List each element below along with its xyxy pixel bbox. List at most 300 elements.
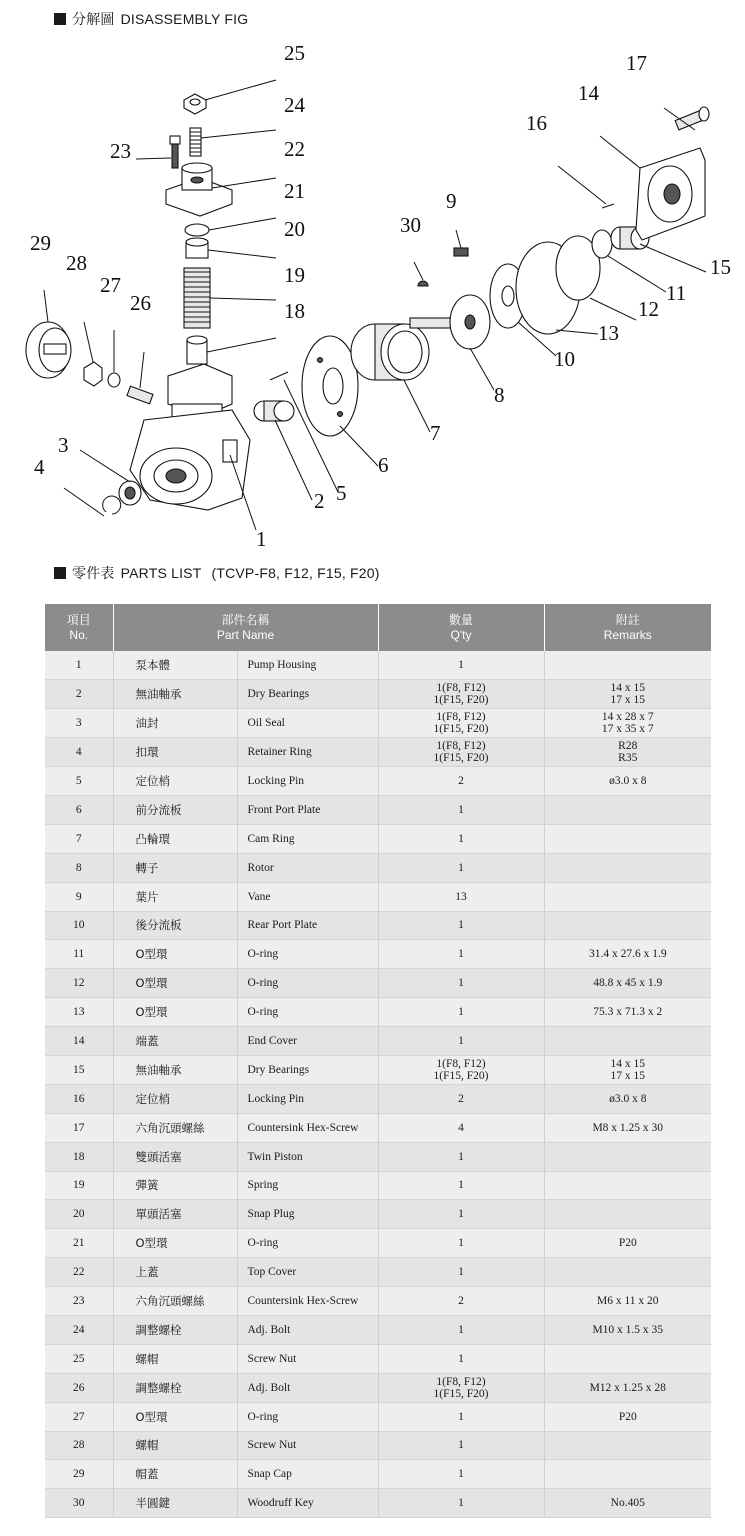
figure-heading-zh: 分解圖: [72, 12, 115, 28]
remarks-cell: [544, 853, 711, 882]
part-name-zh-cell: 凸輪環: [113, 824, 237, 853]
remarks-line: 75.3 x 71.3 x 2: [593, 1006, 663, 1019]
quantity-cell: [378, 1055, 544, 1084]
callout-21: 21: [284, 179, 305, 203]
part-name-en-cell: Adj. Bolt: [237, 1373, 378, 1402]
quantity-line: 1(F8, F12): [436, 1057, 486, 1070]
remarks-line: 14 x 15: [610, 682, 646, 695]
callout-1: 1: [256, 527, 267, 551]
part-name-zh-cell: 泵本體: [113, 651, 237, 680]
table-row: [45, 1287, 711, 1316]
quantity-line: 1: [458, 832, 464, 845]
remarks-cell: [544, 738, 711, 767]
callout-9: 9: [446, 189, 457, 213]
table-row: [45, 1084, 711, 1113]
part-name-zh-cell: 調整螺栓: [113, 1373, 237, 1402]
quantity-cell: [378, 1373, 544, 1402]
remarks-cell: [544, 767, 711, 796]
part-name-en-cell: Countersink Hex-Screw: [237, 1113, 378, 1142]
remarks-cell: [544, 709, 711, 738]
quantity-line: 2: [458, 775, 464, 787]
part-number-cell: 9: [45, 882, 113, 911]
quantity-cell: [378, 709, 544, 738]
quantity-cell: [378, 998, 544, 1027]
remarks-cell: [544, 795, 711, 824]
quantity-line: 1(F15, F20): [433, 723, 489, 736]
part-name-zh-cell: O型環: [113, 998, 237, 1027]
part-name-zh-cell: O型環: [113, 1229, 237, 1258]
part-name-zh-cell: 六角沉頭螺絲: [113, 1113, 237, 1142]
quantity-cell: [378, 969, 544, 998]
part-name-en-cell: Front Port Plate: [237, 795, 378, 824]
quantity-line: 1: [458, 861, 464, 874]
remarks-line: ø3.0 x 8: [609, 775, 647, 787]
parts-heading-models: (TCVP-F8, F12, F15, F20): [211, 565, 380, 581]
remarks-line: P20: [618, 1237, 637, 1250]
quantity-line: 1: [458, 919, 464, 932]
callout-22: 22: [284, 137, 305, 161]
callout-4: 4: [34, 455, 45, 479]
part-24-adj-bolt: [190, 128, 201, 156]
quantity-cell: [378, 1287, 544, 1316]
remarks-cell: [544, 1229, 711, 1258]
part-number-cell: 15: [45, 1055, 113, 1084]
table-row: [45, 940, 711, 969]
table-row: [45, 709, 711, 738]
remarks-cell: [544, 940, 711, 969]
part-number-cell: 8: [45, 853, 113, 882]
table-row: [45, 824, 711, 853]
table-header-row: [45, 604, 711, 651]
remarks-line: 14 x 15: [610, 1057, 646, 1070]
part-26-adj-bolt: [127, 386, 153, 404]
callout-16: 16: [526, 111, 547, 135]
table-row: [45, 1402, 711, 1431]
disassembly-drawing: [0, 30, 745, 555]
part-name-zh-cell: 後分流板: [113, 911, 237, 940]
remarks-line: P20: [618, 1410, 637, 1423]
header-part-name: 部件名稱 Part Name: [113, 604, 378, 651]
heading-square-icon: [54, 567, 66, 579]
parts-table: [45, 604, 711, 1518]
part-name-en-cell: Countersink Hex-Screw: [237, 1287, 378, 1316]
part-6-front-port-plate: [302, 336, 358, 436]
callout-13: 13: [598, 321, 619, 345]
callout-12: 12: [638, 297, 659, 321]
part-27-o-ring: [108, 373, 120, 387]
remarks-cell: [544, 1287, 711, 1316]
callout-3: 3: [58, 433, 69, 457]
part-name-zh-cell: 定位梢: [113, 767, 237, 796]
part-name-en-cell: Cam Ring: [237, 824, 378, 853]
table-row: [45, 1315, 711, 1344]
remarks-cell: [544, 1315, 711, 1344]
quantity-cell: [378, 1489, 544, 1518]
quantity-line: 1: [458, 977, 464, 990]
table-row: [45, 1171, 711, 1200]
callout-5: 5: [336, 481, 347, 505]
quantity-line: 4: [458, 1121, 464, 1134]
remarks-cell: [544, 1142, 711, 1171]
part-7-cam-ring: [351, 324, 429, 380]
part-name-zh-cell: 螺帽: [113, 1431, 237, 1460]
quantity-cell: [378, 1344, 544, 1373]
part-name-zh-cell: 端蓋: [113, 1027, 237, 1056]
table-row: [45, 1373, 711, 1402]
part-14-end-cover: [636, 148, 705, 240]
part-name-en-cell: O-ring: [237, 1402, 378, 1431]
part-name-en-cell: Vane: [237, 882, 378, 911]
quantity-cell: [378, 1171, 544, 1200]
part-name-zh-cell: 帽蓋: [113, 1460, 237, 1489]
disassembly-figure: [0, 30, 745, 555]
part-name-zh-cell: 雙頭活塞: [113, 1142, 237, 1171]
quantity-cell: [378, 651, 544, 680]
quantity-line: 13: [455, 890, 467, 903]
quantity-line: 1: [458, 1468, 464, 1481]
part-23-hex-screw: [170, 136, 180, 168]
callout-15: 15: [710, 255, 731, 279]
part-name-zh-cell: 調整螺栓: [113, 1315, 237, 1344]
quantity-line: 2: [458, 1295, 464, 1308]
remarks-cell: [544, 1431, 711, 1460]
part-16-locking-pin: [602, 204, 614, 208]
heading-square-icon: [54, 13, 66, 25]
parts-heading: [54, 564, 380, 582]
part-name-zh-cell: 上蓋: [113, 1258, 237, 1287]
quantity-cell: [378, 1402, 544, 1431]
table-row: [45, 767, 711, 796]
callout-8: 8: [494, 383, 505, 407]
part-number-cell: 4: [45, 738, 113, 767]
remarks-cell: [544, 1460, 711, 1489]
remarks-cell: [544, 1200, 711, 1229]
part-name-zh-cell: O型環: [113, 940, 237, 969]
quantity-cell: [378, 1315, 544, 1344]
quantity-cell: [378, 1027, 544, 1056]
part-1-pump-housing: [130, 364, 250, 510]
part-number-cell: 12: [45, 969, 113, 998]
quantity-cell: [378, 1431, 544, 1460]
part-name-en-cell: Dry Bearings: [237, 680, 378, 709]
remarks-line: 48.8 x 45 x 1.9: [593, 977, 663, 990]
callout-7: 7: [430, 421, 441, 445]
part-name-en-cell: Screw Nut: [237, 1431, 378, 1460]
quantity-line: 1: [458, 1410, 464, 1423]
quantity-cell: [378, 795, 544, 824]
part-name-zh-cell: 無油軸承: [113, 680, 237, 709]
quantity-line: 1: [458, 948, 464, 961]
quantity-line: 1: [458, 1208, 464, 1221]
part-number-cell: 23: [45, 1287, 113, 1316]
part-number-cell: 25: [45, 1344, 113, 1373]
quantity-line: 1: [458, 1006, 464, 1019]
part-name-en-cell: O-ring: [237, 940, 378, 969]
remarks-line: 17 x 15: [610, 1069, 646, 1082]
part-name-en-cell: Adj. Bolt: [237, 1315, 378, 1344]
part-number-cell: 11: [45, 940, 113, 969]
part-number-cell: 5: [45, 767, 113, 796]
part-name-en-cell: O-ring: [237, 1229, 378, 1258]
part-name-en-cell: Retainer Ring: [237, 738, 378, 767]
callout-30: 30: [400, 213, 421, 237]
table-row: [45, 738, 711, 767]
part-number-cell: 13: [45, 998, 113, 1027]
quantity-line: 1: [458, 1439, 464, 1452]
quantity-line: 1: [458, 1179, 464, 1192]
quantity-line: 1(F8, F12): [436, 740, 486, 753]
table-row: [45, 1489, 711, 1518]
table-row: [45, 969, 711, 998]
part-number-cell: 29: [45, 1460, 113, 1489]
part-22-top-cover: [166, 163, 232, 216]
quantity-cell: [378, 1460, 544, 1489]
quantity-line: 1: [458, 1266, 464, 1279]
remarks-line: R28: [618, 740, 638, 753]
table-row: [45, 882, 711, 911]
header-no: 項目 No.: [45, 604, 113, 651]
callout-29: 29: [30, 231, 51, 255]
table-row: [45, 1258, 711, 1287]
part-4-retainer-ring: [103, 496, 121, 514]
quantity-line: 1: [458, 1323, 464, 1336]
remarks-cell: [544, 1084, 711, 1113]
remarks-line: 31.4 x 27.6 x 1.9: [588, 948, 667, 961]
quantity-cell: [378, 940, 544, 969]
part-name-zh-cell: 定位梢: [113, 1084, 237, 1113]
part-number-cell: 6: [45, 795, 113, 824]
part-name-zh-cell: 無油軸承: [113, 1055, 237, 1084]
table-row: [45, 651, 711, 680]
remarks-cell: [544, 1055, 711, 1084]
table-row: [45, 998, 711, 1027]
quantity-cell: [378, 680, 544, 709]
table-row: [45, 1229, 711, 1258]
quantity-cell: [378, 1229, 544, 1258]
part-number-cell: 14: [45, 1027, 113, 1056]
callout-26: 26: [130, 291, 151, 315]
part-9-vane: [454, 248, 468, 256]
quantity-line: 1: [458, 1497, 464, 1510]
part-2-dry-bearing: [254, 401, 294, 421]
remarks-cell: [544, 1027, 711, 1056]
figure-heading-en: DISASSEMBLY FIG: [120, 11, 249, 27]
part-name-en-cell: Spring: [237, 1171, 378, 1200]
remarks-line: M8 x 1.25 x 30: [592, 1121, 664, 1134]
quantity-line: 1: [458, 1035, 464, 1048]
callout-10: 10: [554, 347, 575, 371]
quantity-line: 1(F15, F20): [433, 1387, 489, 1400]
part-30-woodruff-key: [418, 281, 428, 286]
figure-heading: [54, 10, 248, 28]
part-name-zh-cell: 半圓鍵: [113, 1489, 237, 1518]
part-number-cell: 10: [45, 911, 113, 940]
table-row: [45, 1344, 711, 1373]
part-name-zh-cell: 彈簧: [113, 1171, 237, 1200]
remarks-line: R35: [618, 752, 638, 765]
parts-heading-en: PARTS LIST: [120, 565, 202, 581]
part-name-zh-cell: 單頭活塞: [113, 1200, 237, 1229]
quantity-line: 1: [458, 803, 464, 816]
quantity-cell: [378, 1113, 544, 1142]
quantity-cell: [378, 767, 544, 796]
quantity-line: 1(F15, F20): [433, 752, 489, 765]
part-name-en-cell: Woodruff Key: [237, 1489, 378, 1518]
part-number-cell: 18: [45, 1142, 113, 1171]
table-row: [45, 795, 711, 824]
callout-27: 27: [100, 273, 121, 297]
part-name-zh-cell: 前分流板: [113, 795, 237, 824]
quantity-cell: [378, 1084, 544, 1113]
part-20-snap-plug: [186, 238, 208, 258]
part-5-locking-pin: [270, 372, 288, 380]
callout-2: 2: [314, 489, 325, 513]
remarks-cell: [544, 882, 711, 911]
part-number-cell: 30: [45, 1489, 113, 1518]
part-17-hex-screw: [675, 107, 709, 130]
remarks-cell: [544, 1373, 711, 1402]
part-name-en-cell: Twin Piston: [237, 1142, 378, 1171]
quantity-cell: [378, 911, 544, 940]
part-name-en-cell: Locking Pin: [237, 1084, 378, 1113]
part-name-en-cell: Screw Nut: [237, 1344, 378, 1373]
quantity-cell: [378, 1200, 544, 1229]
remarks-line: 17 x 15: [610, 694, 646, 707]
part-number-cell: 16: [45, 1084, 113, 1113]
remarks-cell: [544, 1171, 711, 1200]
parts-heading-zh: 零件表: [72, 566, 115, 582]
remarks-cell: [544, 1344, 711, 1373]
quantity-cell: [378, 738, 544, 767]
quantity-line: 1(F15, F20): [433, 1069, 489, 1082]
part-number-cell: 22: [45, 1258, 113, 1287]
part-number-cell: 1: [45, 651, 113, 680]
part-name-zh-cell: 轉子: [113, 853, 237, 882]
part-name-zh-cell: 油封: [113, 709, 237, 738]
quantity-line: 1(F8, F12): [436, 711, 486, 724]
remarks-line: 17 x 35 x 7: [601, 723, 654, 736]
table-row: [45, 1431, 711, 1460]
quantity-line: 2: [458, 1092, 464, 1105]
remarks-cell: [544, 1489, 711, 1518]
part-name-en-cell: Snap Cap: [237, 1460, 378, 1489]
part-name-zh-cell: O型環: [113, 969, 237, 998]
table-row: [45, 680, 711, 709]
part-name-en-cell: Rear Port Plate: [237, 911, 378, 940]
quantity-line: 1: [458, 659, 464, 672]
callout-18: 18: [284, 299, 305, 323]
part-29-snap-cap: [26, 322, 71, 378]
remarks-line: M10 x 1.5 x 35: [592, 1323, 664, 1336]
callout-28: 28: [66, 251, 87, 275]
callout-19: 19: [284, 263, 305, 287]
part-number-cell: 26: [45, 1373, 113, 1402]
part-name-en-cell: Pump Housing: [237, 651, 378, 680]
table-row: [45, 911, 711, 940]
part-name-en-cell: Dry Bearings: [237, 1055, 378, 1084]
part-name-en-cell: Locking Pin: [237, 767, 378, 796]
table-row: [45, 1142, 711, 1171]
part-name-zh-cell: 六角沉頭螺絲: [113, 1287, 237, 1316]
part-number-cell: 17: [45, 1113, 113, 1142]
part-number-cell: 20: [45, 1200, 113, 1229]
remarks-cell: [544, 1258, 711, 1287]
remarks-line: No.405: [610, 1497, 645, 1510]
quantity-line: 1: [458, 1150, 464, 1163]
quantity-line: 1(F8, F12): [436, 1375, 486, 1388]
parts-table-body: [45, 651, 711, 1518]
callout-24: 24: [284, 93, 305, 117]
remarks-cell: [544, 1402, 711, 1431]
header-remarks: 附註 Remarks: [544, 604, 711, 651]
remarks-line: ø3.0 x 8: [609, 1092, 647, 1105]
table-row: [45, 1200, 711, 1229]
part-19-spring: [184, 268, 210, 328]
remarks-line: M6 x 11 x 20: [596, 1295, 659, 1308]
table-row: [45, 1027, 711, 1056]
quantity-cell: [378, 882, 544, 911]
part-name-en-cell: O-ring: [237, 969, 378, 998]
quantity-line: 1: [458, 1352, 464, 1365]
callout-11: 11: [666, 281, 687, 305]
part-21-o-ring: [185, 224, 209, 236]
quantity-cell: [378, 824, 544, 853]
table-row: [45, 853, 711, 882]
callout-17: 17: [626, 51, 647, 75]
part-25-screw-nut: [184, 94, 206, 114]
part-name-zh-cell: O型環: [113, 1402, 237, 1431]
remarks-cell: [544, 824, 711, 853]
remarks-cell: [544, 998, 711, 1027]
part-name-zh-cell: 葉片: [113, 882, 237, 911]
part-3-oil-seal: [119, 481, 141, 505]
part-28-screw-nut: [84, 362, 102, 386]
quantity-cell: [378, 1258, 544, 1287]
table-row: [45, 1460, 711, 1489]
part-number-cell: 2: [45, 680, 113, 709]
part-number-cell: 19: [45, 1171, 113, 1200]
part-name-zh-cell: 扣環: [113, 738, 237, 767]
quantity-line: 1(F15, F20): [433, 694, 489, 707]
part-number-cell: 24: [45, 1315, 113, 1344]
callout-25: 25: [284, 41, 305, 65]
remarks-line: M12 x 1.25 x 28: [589, 1381, 666, 1394]
callout-14: 14: [578, 81, 599, 105]
quantity-cell: [378, 853, 544, 882]
part-name-zh-cell: 螺帽: [113, 1344, 237, 1373]
part-number-cell: 3: [45, 709, 113, 738]
part-name-en-cell: Snap Plug: [237, 1200, 378, 1229]
quantity-line: 1(F8, F12): [436, 682, 486, 695]
callout-20: 20: [284, 217, 305, 241]
part-number-cell: 21: [45, 1229, 113, 1258]
remarks-cell: [544, 651, 711, 680]
remarks-cell: [544, 969, 711, 998]
part-number-cell: 27: [45, 1402, 113, 1431]
part-name-en-cell: Oil Seal: [237, 709, 378, 738]
part-name-en-cell: O-ring: [237, 998, 378, 1027]
remarks-cell: [544, 680, 711, 709]
part-11-o-ring: [592, 230, 612, 258]
remarks-line: 14 x 28 x 7: [601, 711, 654, 724]
part-name-en-cell: End Cover: [237, 1027, 378, 1056]
quantity-cell: [378, 1142, 544, 1171]
part-18-twin-piston: [187, 336, 207, 364]
part-name-en-cell: Rotor: [237, 853, 378, 882]
header-qty: 數量 Q'ty: [378, 604, 544, 651]
table-row: [45, 1055, 711, 1084]
remarks-cell: [544, 1113, 711, 1142]
